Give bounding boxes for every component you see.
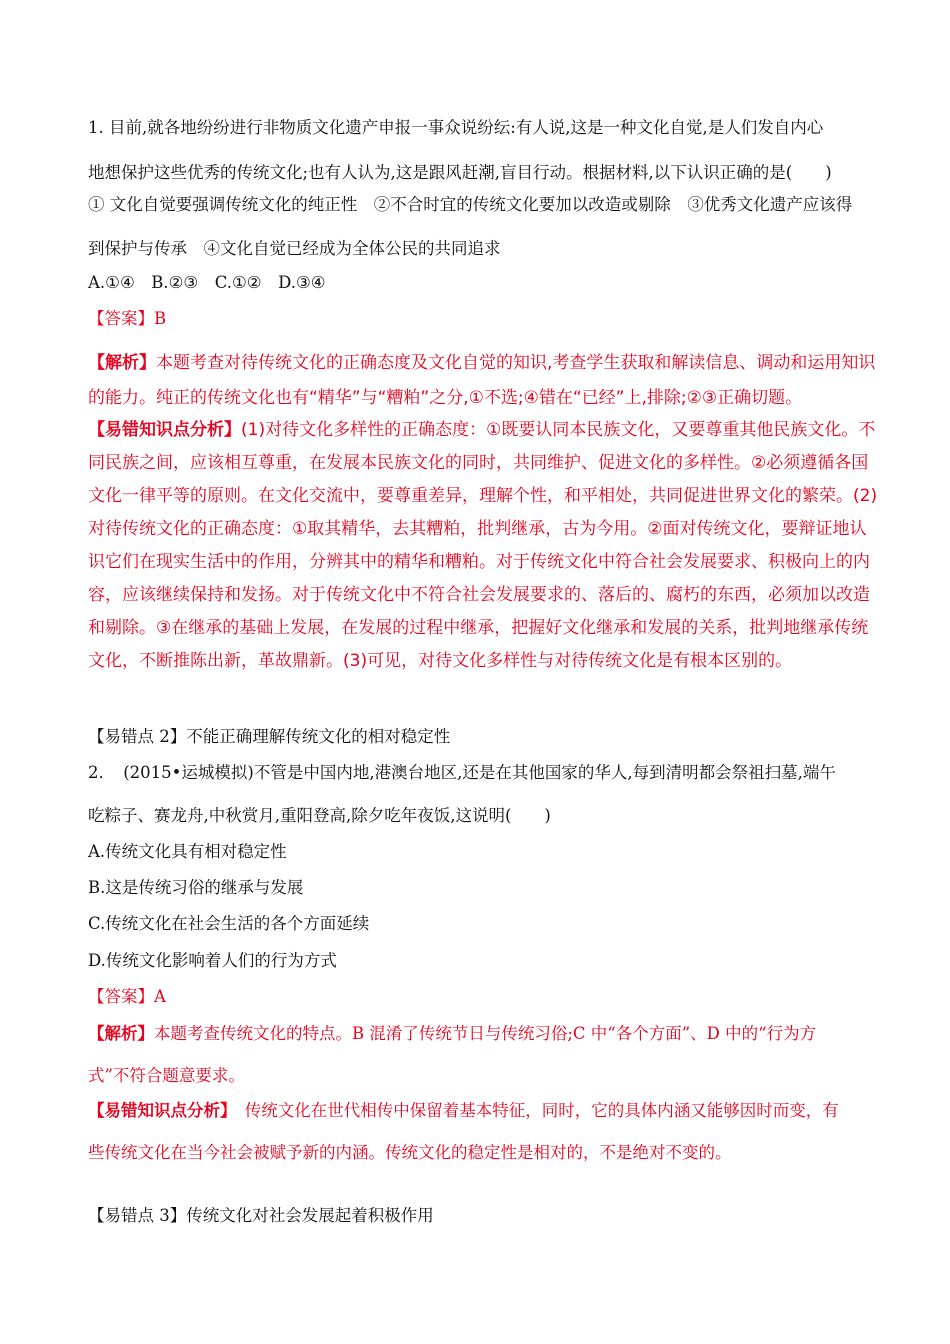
- q2-option-c: C.传统文化在社会生活的各个方面延续: [88, 914, 370, 933]
- q1-knowledge-text-1: (1)对待文化多样性的正确态度：①既要认同本民族文化，又要尊重其他民族文化。不: [241, 420, 876, 440]
- q1-knowledge-line-8: 文化，不断推陈出新，革故鼎新。(3)可见，对待文化多样性与对待传统文化是有根本区别的。: [88, 651, 793, 671]
- q1-statements-line-2: 到保护与传承 ④文化自觉已经成为全体公民的共同追求: [88, 239, 501, 258]
- q1-analysis-text-1: 本题考查对待传统文化的正确态度及文化自觉的知识,考查学生获取和解读信息、调动和运用知识: [156, 353, 876, 373]
- q2-option-a: A.传统文化具有相对稳定性: [88, 842, 287, 861]
- q2-option-b: B.这是传统习俗的继承与发展: [88, 878, 304, 897]
- error-point-3-heading: 【易错点 3】传统文化对社会发展起着积极作用: [88, 1206, 434, 1225]
- q2-stem-line-2: 吃粽子、赛龙舟,中秋赏月,重阳登高,除夕吃年夜饭,这说明( ): [88, 806, 551, 825]
- q2-knowledge-label: 【易错知识点分析】: [88, 1101, 229, 1120]
- q1-knowledge-label: 【易错知识点分析】: [88, 420, 241, 440]
- q2-answer: [88, 986, 878, 1008]
- q1-knowledge-line-6: 容，应该继续保持和发扬。对于传统文化中不符合社会发展要求的、落后的、腐朽的东西，必须加以改造: [88, 585, 870, 605]
- q1-stem-line-1: 1. 目前,就各地纷纷进行非物质文化遗产申报一事众说纷纭:有人说,这是一种文化自觉,是人们发自内心: [88, 118, 824, 137]
- q2-analysis-text-1: 本题考查传统文化的特点。B 混淆了传统节日与传统习俗;C 中“各个方面”、D 中的“行为方: [154, 1024, 817, 1043]
- q1-statements-line-1: ① 文化自觉要强调传统文化的纯正性 ②不合时宜的传统文化要加以改造或剔除 ③优秀文化遗产应该得: [88, 195, 853, 214]
- q1-knowledge-line-5: 识它们在现实生活中的作用，分辨其中的精华和糟粕。对于传统文化中符合社会发展要求、积极向上的内: [88, 552, 870, 572]
- q2-analysis-label: 【解析】: [88, 1024, 154, 1043]
- q1-analysis-label: 【解析】: [88, 353, 156, 373]
- q1-knowledge-line-1: [88, 419, 878, 441]
- error-point-2-heading: 【易错点 2】不能正确理解传统文化的相对稳定性: [88, 727, 451, 746]
- q1-knowledge-line-4: 对待传统文化的正确态度：①取其精华，去其糟粕，批判继承，古为今用。②面对传统文化，要辩证地认: [88, 519, 867, 539]
- q1-knowledge-line-7: 和剔除。③在继承的基础上发展，在发展的过程中继承，把握好文化继承和发展的关系，批判地继承传统: [88, 618, 869, 638]
- q1-options: A.①④ B.②③ C.①② D.③④: [88, 273, 326, 292]
- q1-analysis-line-2: 的能力。纯正的传统文化也有“精华”与“糟粕”之分,①不选;④错在“已经”上,排除;②③正确切题。: [88, 388, 803, 408]
- q2-answer-value: A: [154, 987, 166, 1006]
- q2-option-d: D.传统文化影响着人们的行为方式: [88, 951, 337, 970]
- q2-analysis-line-2: 式”不符合题意要求。: [88, 1066, 245, 1085]
- q1-answer-label: 【答案】: [88, 309, 154, 328]
- q2-stem-line-1: 2． (2015•运城模拟)不管是中国内地,港澳台地区,还是在其他国家的华人,每到清明都会祭祖扫墓,端午: [88, 763, 836, 782]
- q1-knowledge-line-3: 文化一律平等的原则。在文化交流中，要尊重差异，理解个性，和平相处，共同促进世界文化的繁荣。(2): [88, 486, 878, 506]
- q1-analysis-line-1: [88, 352, 878, 374]
- q1-answer: [88, 308, 878, 330]
- q2-knowledge-line-1: [88, 1100, 878, 1122]
- q1-answer-value: B: [154, 309, 167, 328]
- q2-answer-label: 【答案】: [88, 987, 154, 1006]
- q2-knowledge-text-1: 传统文化在世代相传中保留着基本特征，同时，它的具体内涵又能够因时而变，有: [228, 1101, 839, 1120]
- q2-knowledge-line-2: 些传统文化在当今社会被赋予新的内涵。传统文化的稳定性是相对的，不是绝对不变的。: [88, 1143, 732, 1162]
- q2-analysis-line-1: [88, 1023, 878, 1045]
- q1-knowledge-line-2: 同民族之间，应该相互尊重，在发展本民族文化的同时，共同维护、促进文化的多样性。②必须遵循各国: [88, 453, 869, 473]
- q1-stem-line-2: 地想保护这些优秀的传统文化;也有人认为,这是跟风赶潮,盲目行动。根据材料,以下认识正确的是( ): [88, 163, 832, 182]
